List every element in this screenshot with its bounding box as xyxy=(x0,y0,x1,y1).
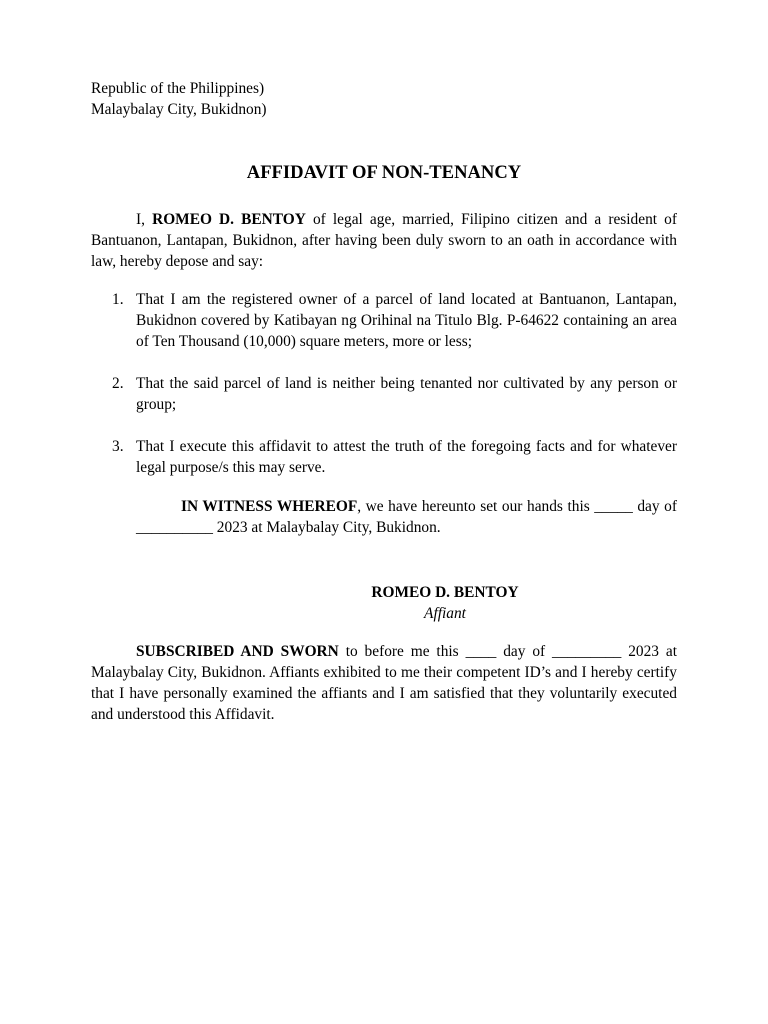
intro-paragraph xyxy=(91,209,677,272)
venue-republic: Republic of the Philippines) xyxy=(91,80,265,97)
intro-affiant-name: ROMEO D. BENTOY xyxy=(152,211,306,228)
list-item xyxy=(91,289,677,352)
jurat-paragraph xyxy=(91,641,677,725)
list-item-text: That I am the registered owner of a parcel of land located at Bantuanon, Lantapan, Bukidnon covered by Katibayan ng Orihinal na Titulo Blg. P-64622 containing an area of Ten Thousand (10,000) square meters, more or less; xyxy=(136,291,677,350)
list-item-number: 3. xyxy=(112,438,124,455)
witness-text: , we have hereunto set our hands this _____ day of __________ 2023 at Malaybalay City, Bukidnon. xyxy=(136,498,677,536)
list-item-text: That the said parcel of land is neither being tenanted nor cultivated by any person or group; xyxy=(136,375,677,413)
deposition-list xyxy=(91,289,677,478)
witness-paragraph xyxy=(136,496,677,538)
affidavit-page xyxy=(91,78,677,725)
jurat-text: to before me this ____ day of _________ 2023 at Malaybalay City, Bukidnon. Affiants exhibited to me their competent ID’s and I hereby certify that I have personally examined the affiants and I am satisfied that they voluntarily executed and understood this Affidavit. xyxy=(91,643,677,723)
signature-block xyxy=(295,582,595,624)
venue-header xyxy=(91,78,677,120)
signature-name: ROMEO D. BENTOY xyxy=(371,584,519,601)
witness-heading: IN WITNESS WHEREOF xyxy=(181,498,358,515)
list-item-number: 1. xyxy=(112,291,124,308)
list-item xyxy=(91,373,677,415)
signature-role: Affiant xyxy=(424,605,466,622)
list-item-number: 2. xyxy=(112,375,124,392)
jurat-heading: SUBSCRIBED AND SWORN xyxy=(136,643,339,660)
document-title: AFFIDAVIT OF NON-TENANCY xyxy=(246,162,522,183)
intro-prefix: I, xyxy=(136,211,153,228)
list-item-text: That I execute this affidavit to attest the truth of the foregoing facts and for whatever legal purpose/s this may serve. xyxy=(136,438,677,476)
venue-city: Malaybalay City, Bukidnon) xyxy=(91,101,267,118)
list-item xyxy=(91,436,677,478)
intro-text: of legal age, married, Filipino citizen and a resident of Bantuanon, Lantapan, Bukidnon, after having been duly sworn to an oath in accordance with law, hereby depose and say: xyxy=(91,211,677,270)
